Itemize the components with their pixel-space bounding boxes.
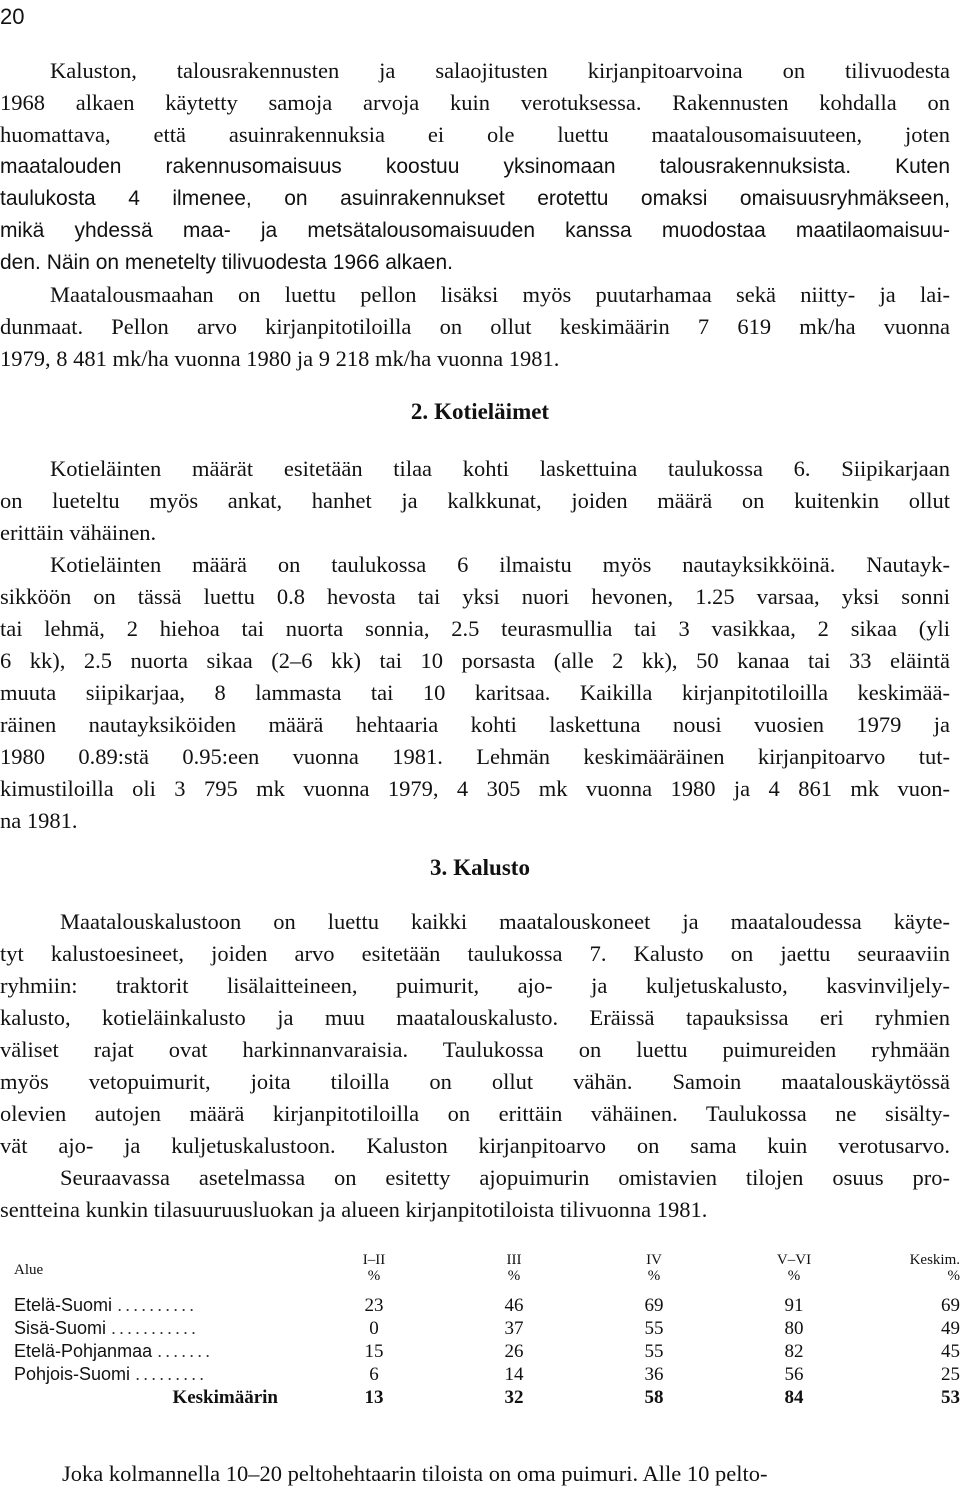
text-line: Maatalouskalustoon on luettu kaikki maatalouskoneet ja maataloudessa käyte- (60, 909, 950, 934)
value-cell: 26 (504, 1341, 524, 1362)
text-line: kimustiloilla oli 3 795 mk vuonna 1979, 4 305 mk vuonna 1980 ja 4 861 mk vuon- (0, 776, 950, 801)
paragraph-section-2 (0, 453, 950, 837)
column-header-region: Alue (14, 1262, 44, 1278)
text-line: huomattava, että asuinrakennuksia ei ole luettu maatalousomaisuuteen, joten (0, 122, 950, 147)
text-line: muuta siipikarjaa, 8 lammasta tai 10 karitsaa. Kaikilla kirjanpitotiloilla keskimää- (0, 680, 950, 705)
text-line: sikköön on tässä luettu 0.8 hevosta tai yksi nuori hevonen, 1.25 varsaa, yksi sonni (0, 584, 950, 609)
table-row (14, 1294, 960, 1317)
value-cell: 32 (504, 1387, 524, 1408)
text-line: olevien autojen määrä kirjanpitotiloilla on erittäin vähäinen. Taulukossa ne sisälty- (0, 1101, 950, 1126)
value-cell: 6 (369, 1364, 379, 1385)
text-line: maatalouden rakennusomaisuus koostuu yksinomaan talousrakennuksista. Kuten (0, 155, 950, 178)
column-header: V–VI % (776, 1252, 812, 1284)
value-cell: 25 (941, 1364, 960, 1385)
value-cell: 14 (504, 1364, 524, 1385)
value-cell: 80 (784, 1318, 804, 1339)
column-header: III % (506, 1252, 522, 1284)
table-header-row (14, 1252, 960, 1294)
value-cell: 91 (784, 1295, 804, 1316)
table-row (14, 1363, 960, 1386)
section-heading-kotielaimet (0, 397, 960, 427)
average-label: Keskimäärin (172, 1387, 278, 1408)
text-line: dunmaat. Pellon arvo kirjanpitotiloilla on ollut keskimäärin 7 619 mk/ha vuonna (0, 314, 950, 339)
harvester-ownership-table (14, 1252, 960, 1409)
text-line: Seuraavassa asetelmassa on esitetty ajopuimurin omistavien tilojen osuus pro- (60, 1165, 950, 1190)
value-cell: 55 (644, 1318, 664, 1339)
value-cell: 82 (784, 1341, 804, 1362)
column-header: Keskim. % (909, 1252, 960, 1284)
value-cell: 49 (941, 1318, 960, 1339)
text-line: myös vetopuimurit, joita tiloilla on ollut vähän. Samoin maatalouskäytössä (0, 1069, 950, 1094)
text-line: kalusto, kotieläinkalusto ja muu maatalouskalusto. Eräissä tapauksissa eri ryhmien (0, 1005, 950, 1030)
text-line: 6 kk), 2.5 nuorta sikaa (2–6 kk) tai 10 porsasta (alle 2 kk), 50 kanaa tai 33 eläintä (0, 648, 950, 673)
table-row (14, 1317, 960, 1340)
column-header: I–II % (362, 1252, 386, 1284)
value-cell: 23 (364, 1295, 384, 1316)
value-cell: 56 (784, 1364, 804, 1385)
value-cell: 46 (504, 1295, 524, 1316)
heading-title: Kotieläimet (434, 399, 550, 424)
text-line: tai lehmä, 2 hiehoa tai nuorta sonnia, 2.5 teurasmullia tai 3 vasikkaa, 2 sikaa (yli (0, 616, 950, 641)
text-line: Maatalousmaahan on luettu pellon lisäksi myös puutarhamaa sekä niitty- ja lai- (50, 282, 950, 307)
text-line: väliset rajat ovat harkinnanvaraisia. Taulukossa on luettu puimureiden ryhmään (0, 1037, 950, 1062)
text-line: tyt kalustoesineet, joiden arvo esitetään taulukossa 7. Kalusto on jaettu seuraaviin (0, 941, 950, 966)
value-cell: 53 (941, 1387, 960, 1408)
text-line: Kotieläinten määrät esitetään tilaa kohti laskettuina taulukossa 6. Siipikarjaan (50, 456, 950, 481)
heading-number: 2. (410, 399, 429, 424)
region-cell: Etelä-Pohjanmaa ....... (14, 1341, 214, 1361)
value-cell: 15 (364, 1341, 384, 1362)
text-line: on lueteltu myös ankat, hanhet ja kalkkunat, joiden määrä on kuitenkin ollut (0, 488, 950, 513)
region-cell: Sisä-Suomi ........... (14, 1318, 200, 1338)
value-cell: 45 (941, 1341, 960, 1362)
value-cell: 84 (784, 1387, 804, 1408)
text-line: 1980 0.89:stä 0.95:een vuonna 1981. Lehmän keskimääräinen kirjanpitoarvo tut- (0, 744, 950, 769)
region-cell: Etelä-Suomi .......... (14, 1295, 198, 1315)
text-line: mikä yhdessä maa- ja metsätalousomaisuuden kanssa muodostaa maatilaomaisuu- (0, 219, 950, 242)
value-cell: 69 (941, 1295, 960, 1316)
paragraph-section-1 (0, 55, 950, 375)
paragraph-section-3 (0, 906, 950, 1226)
value-cell: 0 (369, 1318, 379, 1339)
value-cell: 13 (364, 1387, 384, 1408)
value-cell: 58 (644, 1387, 664, 1408)
section-heading-kalusto (0, 853, 960, 883)
column-header: IV % (646, 1252, 662, 1284)
text-line: taulukosta 4 ilmenee, on asuinrakennukset erotettu omaksi omaisuusryhmäkseen, (0, 187, 950, 210)
text-line: na 1981. (0, 808, 78, 833)
table-row (14, 1340, 960, 1363)
footer-text-line: Joka kolmannella 10–20 peltohehtaarin tiloista on oma puimuri. Alle 10 pelto- (62, 1461, 768, 1486)
text-line: den. Näin on menetelty tilivuodesta 1966 alkaen. (0, 251, 453, 274)
value-cell: 37 (504, 1318, 524, 1339)
text-line: vät ajo- ja kuljetuskalustoon. Kaluston kirjanpitoarvo on sama kuin verotusarvo. (0, 1133, 950, 1158)
text-line: 1979, 8 481 mk/ha vuonna 1980 ja 9 218 mk/ha vuonna 1981. (0, 346, 560, 371)
value-cell: 36 (644, 1364, 664, 1385)
text-line: sentteina kunkin tilasuuruusluokan ja alueen kirjanpitotiloista tilivuonna 1981. (0, 1197, 708, 1222)
text-line: ryhmiin: traktorit lisälaitteineen, puimurit, ajo- ja kuljetuskalusto, kasvinviljely- (0, 973, 950, 998)
heading-number: 3. (430, 855, 448, 880)
text-line: Kotieläinten määrä on taulukossa 6 ilmaistu myös nautayksikköinä. Nautayk- (50, 552, 950, 577)
text-line: 1968 alkaen käytetty samoja arvoja kuin verotuksessa. Rakennusten kohdalla on (0, 90, 950, 115)
value-cell: 55 (644, 1341, 664, 1362)
page-number: 20 (0, 4, 25, 29)
table-average-row (14, 1386, 960, 1409)
value-cell: 69 (644, 1295, 664, 1316)
text-line: räinen nautayksiköiden määrä hehtaaria kohti laskettuna nousi vuosien 1979 ja (0, 712, 950, 737)
text-line: Kaluston, talousrakennusten ja salaojitusten kirjanpitoarvoina on tilivuodesta (50, 58, 950, 83)
text-line: erittäin vähäinen. (0, 520, 157, 545)
heading-title: Kalusto (453, 855, 530, 880)
region-cell: Pohjois-Suomi ......... (14, 1364, 208, 1384)
